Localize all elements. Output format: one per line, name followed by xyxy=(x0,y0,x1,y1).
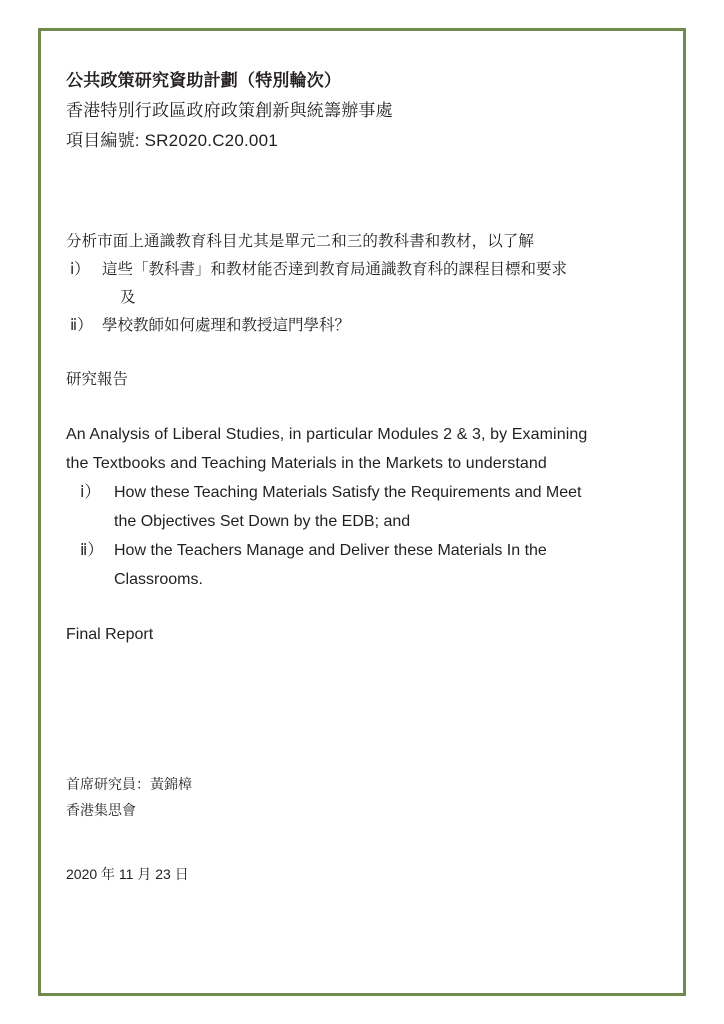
chinese-item-1-text: 這些「教科書」和教材能否達到教育局通識教育科的課程目標和要求 xyxy=(102,261,568,278)
chinese-list-item-1 xyxy=(66,256,662,312)
english-title-line-1: An Analysis of Liberal Studies, in particular Modules 2 & 3, by Examining xyxy=(66,426,588,443)
english-item-1-line-2: the Objectives Set Down by the EDB; and xyxy=(114,513,411,530)
english-item-2-line-2: Classrooms. xyxy=(114,571,203,588)
programme-title: 公共政策研究資助計劃（特別輪次） xyxy=(66,71,342,90)
project-number: 項目編號: SR2020.C20.001 xyxy=(66,131,278,150)
spacer-before-english xyxy=(66,394,662,420)
english-item-1-line-1: How these Teaching Materials Satisfy the Requirements and Meet xyxy=(114,484,582,501)
principal-investigator: 首席研究員：黃錦樟 xyxy=(66,776,192,792)
document-date: 2020 年 11 月 23 日 xyxy=(66,866,189,882)
english-item-2-marker: ⅱ） xyxy=(80,542,104,559)
spacer-before-date xyxy=(66,823,662,861)
english-title-line-2: the Textbooks and Teaching Materials in the Markets to understand xyxy=(66,455,547,472)
english-list xyxy=(66,478,662,594)
spacer-before-report-label xyxy=(66,340,662,366)
final-report-label: Final Report xyxy=(66,626,154,643)
english-list-item-1 xyxy=(66,478,662,536)
institution-name: 香港集思會 xyxy=(66,802,136,818)
footer-block xyxy=(66,771,662,823)
english-item-2-line-1: How the Teachers Manage and Deliver these Materials In the xyxy=(114,542,547,559)
english-item-1-marker: ⅰ） xyxy=(80,484,101,501)
document-content xyxy=(66,58,662,887)
chinese-intro-paragraph: 分析市面上通識教育科目尤其是單元二和三的教科書和教材，以了解 xyxy=(66,233,535,250)
chinese-item-2-text: 學校教師如何處理和教授這門學科？ xyxy=(102,317,351,334)
chinese-item-2-marker: ⅱ） xyxy=(70,317,93,334)
spacer-before-final-report xyxy=(66,594,662,620)
spacer-after-title xyxy=(66,156,662,228)
chinese-list-item-2 xyxy=(66,312,662,340)
english-list-item-2 xyxy=(66,536,662,594)
chinese-report-label: 研究報告 xyxy=(66,371,129,388)
chinese-item-1-continuation: 及 xyxy=(120,289,136,306)
organisation-name: 香港特別行政區政府政策創新與統籌辦事處 xyxy=(66,101,393,120)
chinese-item-1-marker: ⅰ） xyxy=(70,261,90,278)
spacer-before-footer xyxy=(66,649,662,771)
title-block xyxy=(66,66,662,156)
